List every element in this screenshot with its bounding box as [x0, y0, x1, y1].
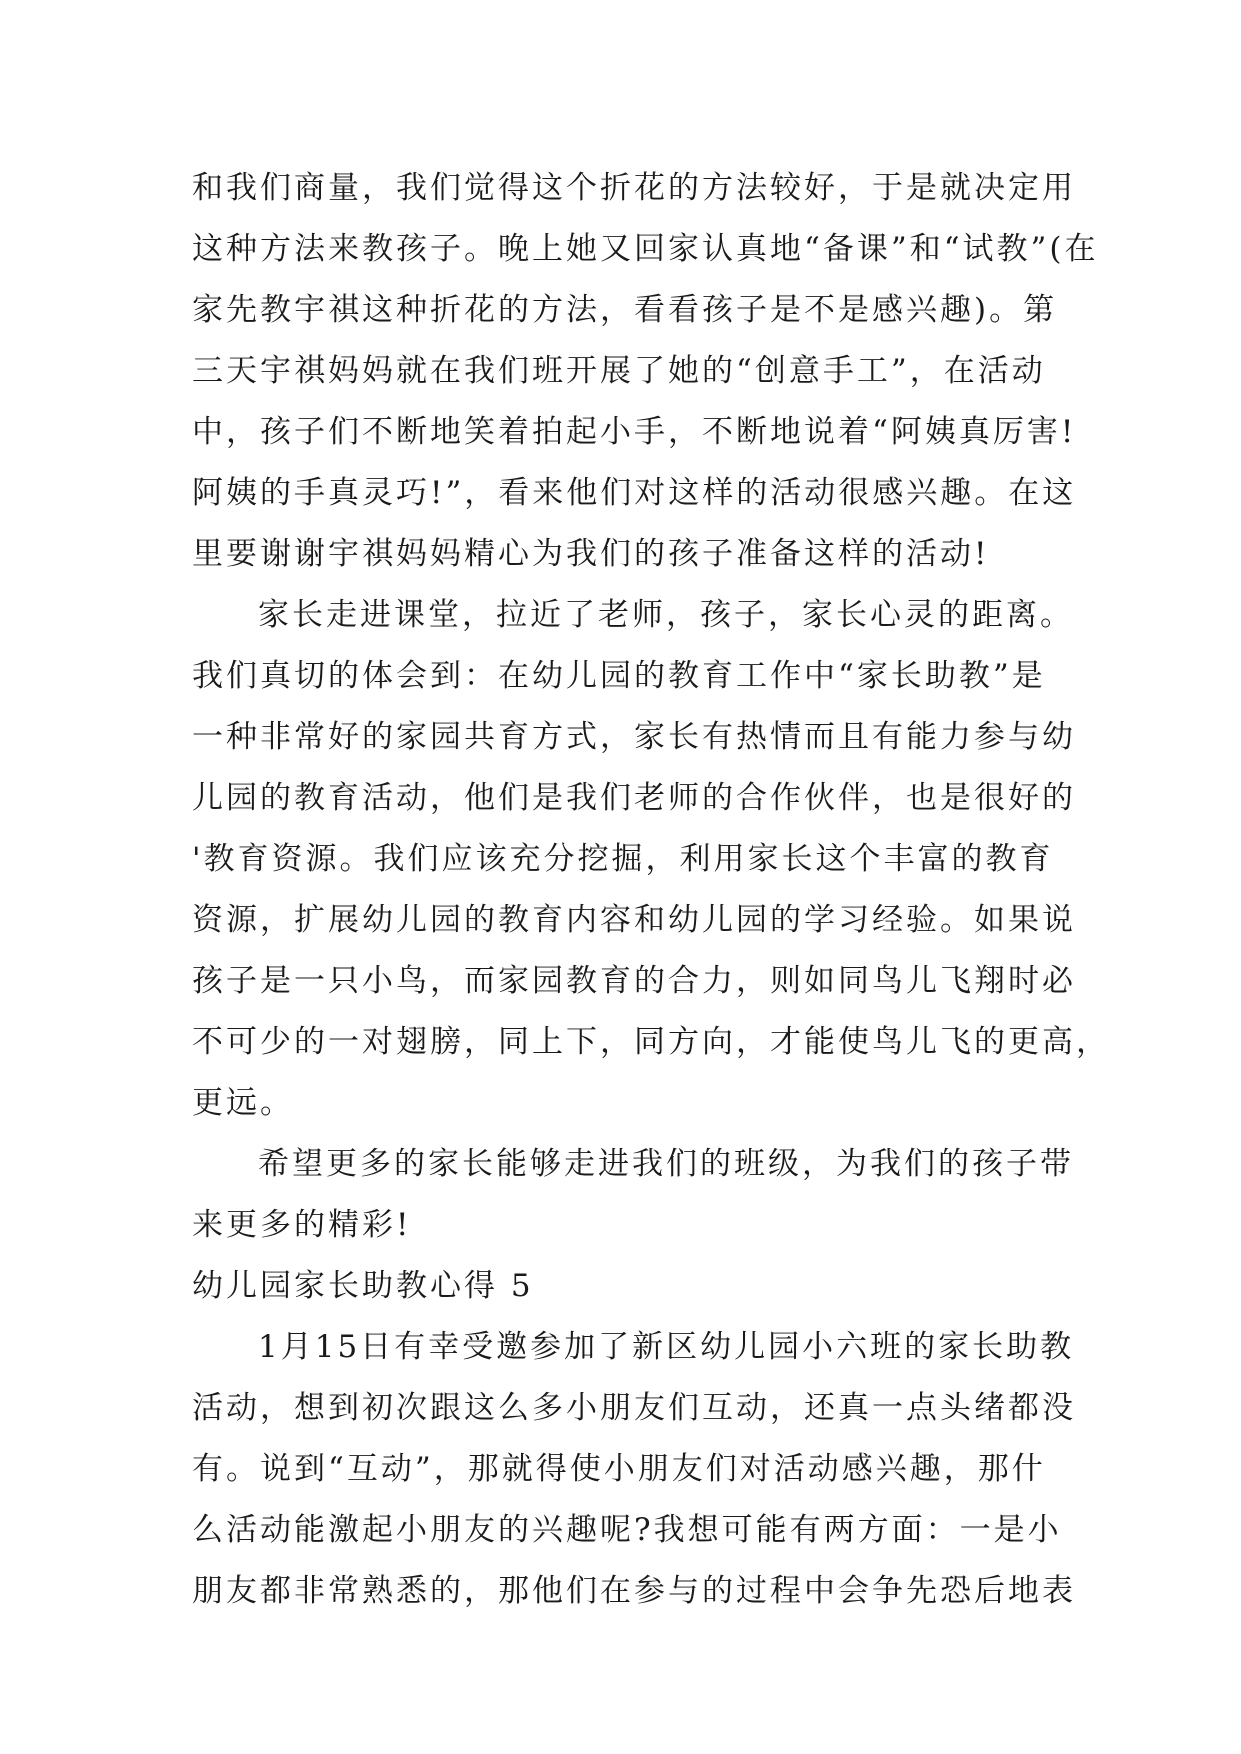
- text-line: 来更多的精彩!: [192, 1207, 412, 1243]
- text-line: 我们真切的体会到：在幼儿园的教育工作中“家长助教”是: [192, 658, 1046, 694]
- text-line: 里要谢谢宇祺妈妈精心为我们的孩子准备这样的活动!: [192, 536, 990, 572]
- paragraph-start-line: 希望更多的家长能够走进我们的班级，为我们的孩子带: [258, 1146, 1074, 1182]
- paragraph-start-line: 1月15日有幸受邀参加了新区幼儿园小六班的家长助教: [258, 1329, 1075, 1365]
- text-line: 中，孩子们不断地笑着拍起小手，不断地说着“阿姨真厉害!: [192, 414, 1077, 450]
- text-line: 孩子是一只小鸟，而家园教育的合力，则如同鸟儿飞翔时必: [192, 963, 1076, 999]
- document-body: [192, 158, 1110, 1622]
- text-line: 和我们商量，我们觉得这个折花的方法较好，于是就决定用: [192, 170, 1076, 206]
- section-heading: 幼儿园家长助教心得 5: [192, 1268, 534, 1304]
- text-line: 有。说到“互动”，那就得使小朋友们对活动感兴趣，那什: [192, 1451, 1046, 1487]
- text-line: 三天宇祺妈妈就在我们班开展了她的“创意手工”，在活动: [192, 353, 1046, 389]
- text-line: 阿姨的手真灵巧!”，看来他们对这样的活动很感兴趣。在这: [192, 475, 1077, 511]
- text-line: 家先教宇祺这种折花的方法，看看孩子是不是感兴趣)。第: [192, 292, 1058, 328]
- paragraph-start-line: 家长走进课堂，拉近了老师，孩子，家长心灵的距离。: [258, 597, 1074, 633]
- text-line: 更远。: [192, 1085, 294, 1121]
- text-line: 么活动能激起小朋友的兴趣呢?我想可能有两方面：一是小: [192, 1512, 1062, 1548]
- text-line: 活动，想到初次跟这么多小朋友们互动，还真一点头绪都没: [192, 1390, 1076, 1426]
- text-line: 一种非常好的家园共育方式，家长有热情而且有能力参与幼: [192, 719, 1076, 755]
- text-line: 这种方法来教孩子。晚上她又回家认真地“备课”和“试教”(在: [192, 231, 1099, 267]
- text-line: 不可少的一对翅膀，同上下，同方向，才能使鸟儿飞的更高，: [192, 1024, 1110, 1060]
- text-line: 儿园的教育活动，他们是我们老师的合作伙伴，也是很好的: [192, 780, 1076, 816]
- text-line: 资源，扩展幼儿园的教育内容和幼儿园的学习经验。如果说: [192, 902, 1076, 938]
- text-line: '教育资源。我们应该充分挖掘，利用家长这个丰富的教育: [192, 841, 1054, 877]
- text-line: 朋友都非常熟悉的，那他们在参与的过程中会争先恐后地表: [192, 1573, 1076, 1609]
